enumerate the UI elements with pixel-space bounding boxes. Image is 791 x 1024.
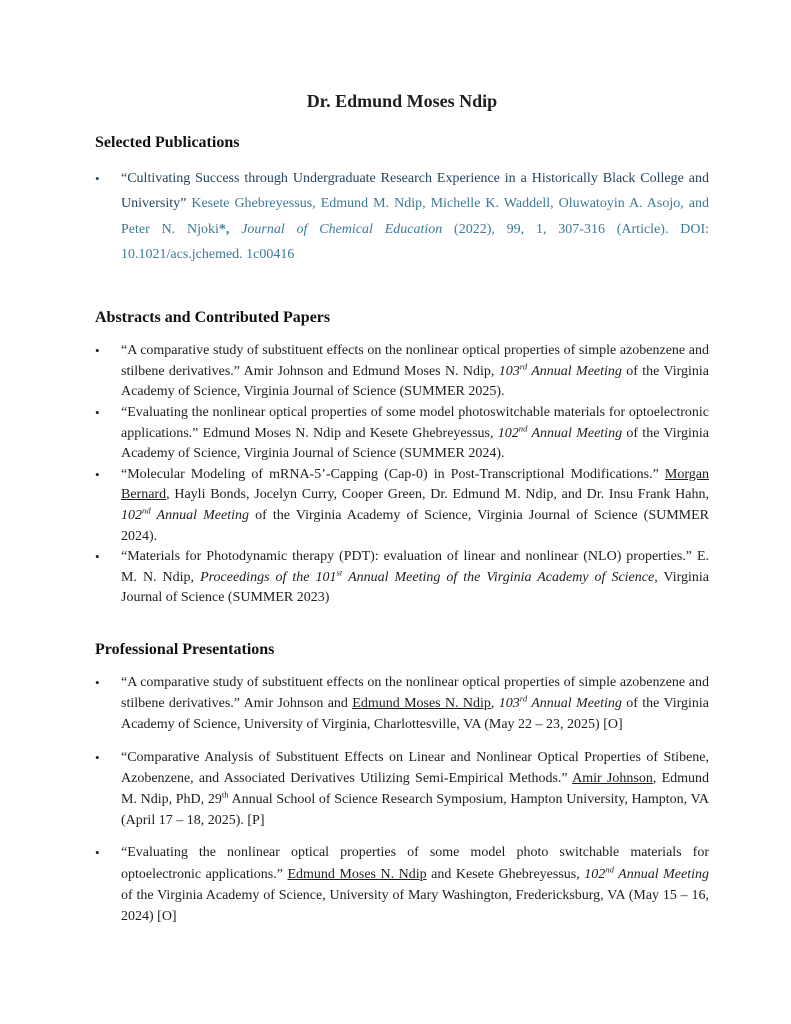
text-span: Annual Meeting [527, 425, 623, 441]
publication-text [121, 842, 709, 927]
text-span: of the Virginia Academy of Science, Virginia Journal of Science (SUMMER 2024). [121, 425, 709, 462]
publication-text [121, 403, 709, 465]
publication-text [121, 547, 709, 609]
section-heading: Abstracts and Contributed Papers [95, 309, 331, 327]
text-span: Journal of Chemical Education [241, 221, 443, 237]
publication-item [95, 403, 709, 465]
text-span: “Molecular Modeling of mRNA-5’-Capping (Cap-0) in Post-Transcriptional Modifications.” [121, 466, 665, 482]
text-span: Edmund Moses N. Ndip [287, 866, 427, 882]
page-title: Dr. Edmund Moses Ndip [306, 91, 498, 111]
text-span: nd [142, 505, 151, 516]
bullet-icon: • [95, 549, 100, 565]
publication-item [95, 341, 709, 403]
publication-text [121, 341, 709, 403]
text-span: Annual Meeting [527, 696, 622, 712]
text-span: and Kesete Ghebreyessus, [426, 866, 585, 882]
publication-text [121, 166, 709, 267]
text-span: of the Virginia Academy of Science, University of Mary Washington, Fredericksburg, VA (May 15 – 16, 2024) [O] [121, 887, 709, 924]
text-span: , [490, 696, 499, 712]
bullet-icon: • [95, 404, 100, 420]
bullet-icon: • [95, 343, 100, 359]
section-heading: Professional Presentations [95, 640, 275, 658]
publication-list [95, 166, 709, 267]
publication-item [95, 747, 709, 832]
text-span: Annual School of Science Research Symposium, Hampton University, Hampton, VA (April 17 – 18, 2025). [P] [121, 791, 709, 829]
text-span: Annual Meeting [150, 507, 249, 523]
text-span: 102 [584, 866, 606, 882]
publication-text [121, 465, 709, 547]
text-span: , Virginia Journal of Science (SUMMER 2023) [121, 569, 709, 606]
publication-item [95, 465, 709, 547]
text-span: of the Virginia Academy of Science, Virginia Journal of Science (SUMMER 2025). [121, 363, 710, 400]
text-span: Morgan Bernard [121, 466, 709, 503]
text-span: “Materials for Photodynamic therapy (PDT): evaluation of linear and nonlinear (NLO) properties.” E. M. N. Ndip, [121, 549, 709, 585]
text-span: , Edmund M. Ndip, PhD, 29 [121, 770, 710, 807]
publication-item [95, 166, 709, 267]
text-span: “Comparative Analysis of Substituent Effects on Linear and Nonlinear Optical Properties of Stibene, Azobenzene, and Associated Derivatives Utilizing Semi-Empirical Methods.” [121, 749, 709, 786]
text-span: “Evaluating the nonlinear optical properties of some model photoswitchable materials for optoelectronic applications.” Edmund Moses N. Ndip and Kesete Ghebreyessus, [121, 404, 709, 441]
text-span: “Evaluating the nonlinear optical properties of some model photo switchable materials for optoelectronic applications.” [121, 845, 709, 882]
text-span: th [221, 789, 229, 800]
section-abstracts-contributed-papers [95, 308, 709, 609]
text-span: Amir Johnson [572, 770, 653, 786]
text-span: 103 [498, 696, 520, 712]
bullet-icon: • [95, 749, 100, 765]
publication-item [95, 547, 709, 609]
text-span [229, 222, 241, 237]
text-span: st [336, 567, 343, 578]
text-span: , Hayli Bonds, Jocelyn Curry, Cooper Green, Dr. Edmund M. Ndip, and Dr. Insu Frank Hahn, [166, 487, 709, 503]
publication-text [121, 747, 709, 832]
publication-item [95, 672, 709, 736]
publication-item [95, 842, 709, 927]
text-span: “A comparative study of substituent effects on the nonlinear optical properties of simple azobenzene and stilbene derivatives.” Amir Johnson and [121, 674, 709, 712]
text-span: “A comparative study of substituent effects on the nonlinear optical properties of simple azobenzene and stilbene derivatives.” Amir Johnson and Edmund Moses N. Ndip, [121, 343, 709, 379]
bullet-icon: • [95, 466, 100, 482]
text-span: Annual Meeting of the Virginia Academy of Science [342, 569, 655, 585]
text-span: *, [218, 221, 230, 237]
publication-text [121, 672, 709, 736]
bullet-icon: • [95, 845, 100, 861]
text-span: Annual Meeting [527, 363, 622, 379]
abstract-list [95, 341, 709, 609]
text-span: nd [518, 422, 528, 433]
text-span: Proceedings of the 101 [200, 569, 337, 585]
section-selected-publications [95, 133, 709, 267]
text-span: 103 [498, 363, 520, 379]
presentation-list [95, 672, 709, 927]
bullet-icon: • [95, 171, 100, 186]
text-span: of the Virginia Academy of Science, University of Virginia, Charlottesville, VA (May 22 – 23, 2025) [O] [121, 696, 710, 733]
section-heading: Selected Publications [95, 134, 240, 151]
text-span: 102 [497, 425, 519, 441]
text-span: “Cultivating Success through Undergraduate Research Experience in a Historically Black College and University” [121, 171, 709, 212]
text-span: Kesete Ghebreyessus, Edmund M. Ndip, Michelle K. Waddell, Oluwatoyin A. Asojo, and Peter N. Njoki [121, 196, 709, 237]
text-span: rd [519, 361, 528, 372]
text-span: Annual Meeting [613, 866, 709, 882]
bullet-icon: • [95, 674, 100, 690]
section-professional-presentations [95, 640, 709, 927]
text-span: 102 [121, 507, 142, 523]
text-span: nd [605, 863, 614, 874]
text-span: Edmund Moses N. Ndip [352, 696, 491, 712]
text-span: rd [519, 693, 528, 704]
text-span: (2022), 99, 1, 307-316 (Article). DOI: 10.1021/acs.jchemed. 1c00416 [121, 221, 710, 262]
text-span: of the Virginia Academy of Science, Virginia Journal of Science (SUMMER 2024). [121, 507, 710, 544]
